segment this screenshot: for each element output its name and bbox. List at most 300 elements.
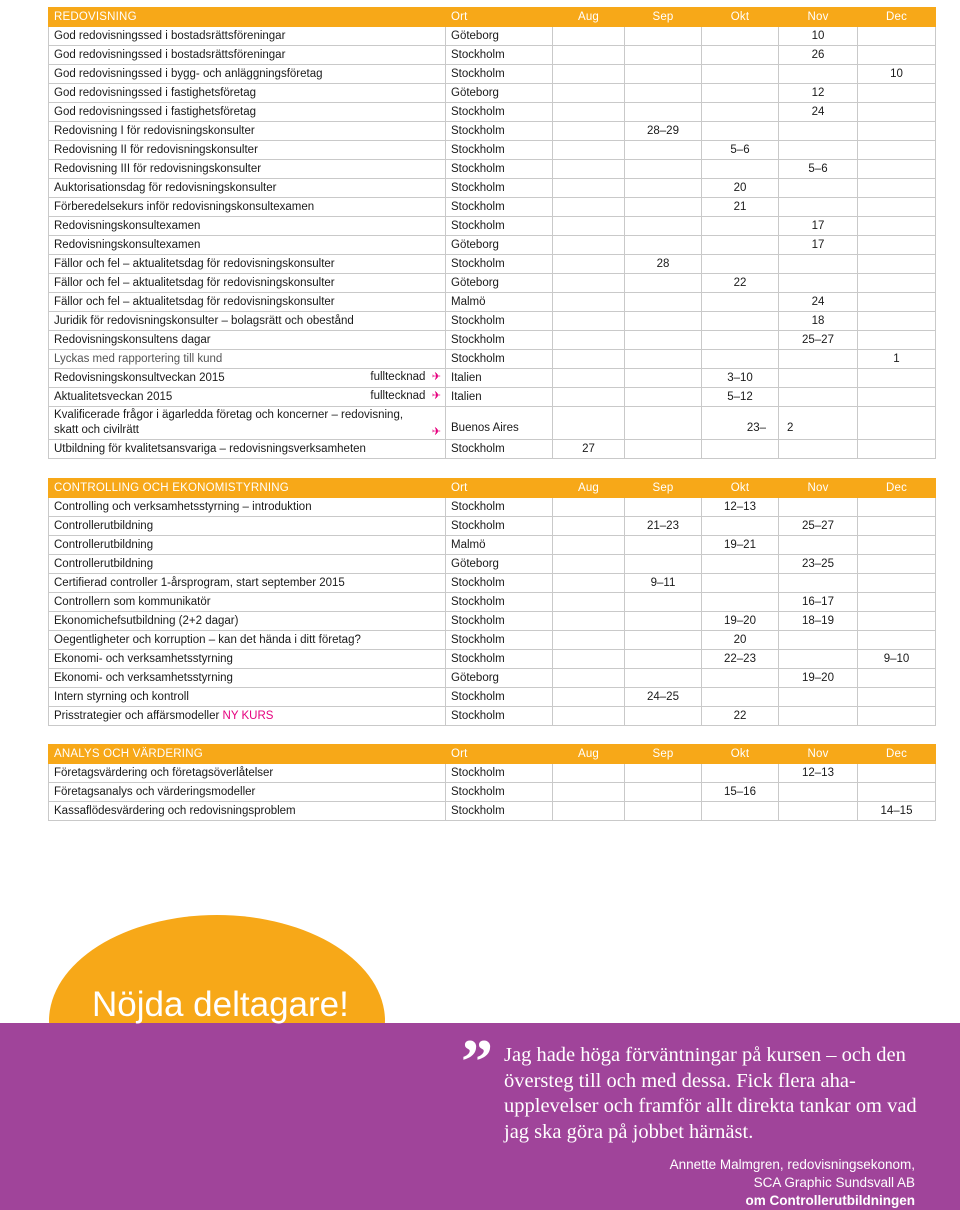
date-cell xyxy=(779,802,858,821)
date-cell: 12 xyxy=(779,84,858,103)
attribution-company: SCA Graphic Sundsvall AB xyxy=(753,1175,915,1190)
date-cell xyxy=(858,27,936,46)
location: Stockholm xyxy=(446,802,553,821)
date-cell xyxy=(625,536,702,555)
location: Stockholm xyxy=(446,688,553,707)
date-cell xyxy=(625,388,702,407)
course-name: Utbildning för kvalitetsansvariga – redovisningsverksamheten xyxy=(49,440,446,459)
date-cell xyxy=(625,783,702,802)
course-row xyxy=(49,669,936,688)
course-name: Fällor och fel – aktualitetsdag för redovisningskonsulter xyxy=(49,274,446,293)
course-name: Intern styrning och kontroll xyxy=(49,688,446,707)
date-cell: 18–19 xyxy=(779,612,858,631)
date-cell xyxy=(858,293,936,312)
date-cell: 28 xyxy=(625,255,702,274)
course-name: Fällor och fel – aktualitetsdag för redovisningskonsulter xyxy=(49,293,446,312)
date-cell: 25–27 xyxy=(779,331,858,350)
date-cell xyxy=(553,574,625,593)
status-fulltecknad: fulltecknad xyxy=(370,371,426,383)
date-cell: 22 xyxy=(702,274,779,293)
date-cell xyxy=(779,122,858,141)
location: Stockholm xyxy=(446,783,553,802)
date-end: 2 xyxy=(787,422,794,434)
date-cell: 28–29 xyxy=(625,122,702,141)
course-row xyxy=(49,802,936,821)
course-row xyxy=(49,103,936,122)
location: Stockholm xyxy=(446,574,553,593)
date-cell xyxy=(779,141,858,160)
location: Stockholm xyxy=(446,707,553,726)
date-cell xyxy=(702,312,779,331)
date-cell xyxy=(553,122,625,141)
course-row xyxy=(49,217,936,236)
date-cell xyxy=(625,612,702,631)
column-header-month: Okt xyxy=(702,479,779,498)
location: Stockholm xyxy=(446,631,553,650)
course-row xyxy=(49,293,936,312)
date-cell: 17 xyxy=(779,236,858,255)
location: Stockholm xyxy=(446,440,553,459)
date-cell xyxy=(702,103,779,122)
date-cell xyxy=(553,217,625,236)
date-cell: 14–15 xyxy=(858,802,936,821)
course-row xyxy=(49,783,936,802)
date-cell xyxy=(625,555,702,574)
location: Buenos Aires xyxy=(446,407,553,440)
date-cell xyxy=(858,198,936,217)
date-cell xyxy=(553,103,625,122)
date-cell xyxy=(553,236,625,255)
airplane-icon: ✈ xyxy=(431,390,441,402)
date-cell xyxy=(858,236,936,255)
date-cell xyxy=(553,46,625,65)
status-wrap xyxy=(370,388,441,405)
date-cell: 27 xyxy=(553,440,625,459)
course-cell xyxy=(49,388,446,407)
date-cell xyxy=(702,350,779,369)
date-cell xyxy=(858,707,936,726)
location: Göteborg xyxy=(446,84,553,103)
date-cell: 26 xyxy=(779,46,858,65)
date-cell xyxy=(553,312,625,331)
date-cell: 24 xyxy=(779,103,858,122)
date-cell xyxy=(858,498,936,517)
date-cell xyxy=(625,217,702,236)
course-row xyxy=(49,179,936,198)
course-cell xyxy=(49,707,446,726)
location: Göteborg xyxy=(446,669,553,688)
date-cell xyxy=(553,783,625,802)
new-course-badge: NY KURS xyxy=(222,709,274,722)
column-header-ort: Ort xyxy=(446,745,553,764)
date-cell xyxy=(625,46,702,65)
date-cell xyxy=(702,764,779,783)
date-cell xyxy=(553,536,625,555)
date-cell xyxy=(553,293,625,312)
date-cell xyxy=(702,65,779,84)
date-cell: 21–23 xyxy=(625,517,702,536)
course-name: Controllerutbildning xyxy=(49,517,446,536)
date-cell xyxy=(625,350,702,369)
date-cell xyxy=(553,669,625,688)
date-cell xyxy=(625,631,702,650)
status-wrap xyxy=(370,369,441,386)
date-cell xyxy=(625,764,702,783)
date-cell xyxy=(858,574,936,593)
course-name: Controllerutbildning xyxy=(49,536,446,555)
column-header-month: Aug xyxy=(553,8,625,27)
date-cell: 19–20 xyxy=(702,612,779,631)
date-cell: 10 xyxy=(858,65,936,84)
date-cell xyxy=(625,593,702,612)
date-cell xyxy=(553,84,625,103)
date-cell xyxy=(702,574,779,593)
date-cell xyxy=(858,440,936,459)
date-cell xyxy=(553,27,625,46)
testimonial-quote: Jag hade höga förväntningar på kursen – och den översteg till och med dessa. Fick flera aha-upplevelser och framför allt direkta tankar om vad jag ska göra på jobbet härnäst. xyxy=(504,1044,917,1143)
date-cell xyxy=(779,574,858,593)
course-row xyxy=(49,312,936,331)
date-cell xyxy=(858,369,936,388)
column-header-month: Dec xyxy=(858,745,936,764)
airplane-icon: ✈ xyxy=(431,426,441,438)
date-cell: 12–13 xyxy=(779,764,858,783)
course-name: Prisstrategier och affärsmodeller xyxy=(54,709,220,722)
date-cell: 3–10 xyxy=(702,369,779,388)
course-name: Ekonomi- och verksamhetsstyrning xyxy=(49,650,446,669)
column-header-month: Dec xyxy=(858,479,936,498)
column-header-month: Sep xyxy=(625,8,702,27)
column-header-month: Okt xyxy=(702,745,779,764)
date-cell xyxy=(553,631,625,650)
date-cell: 19–21 xyxy=(702,536,779,555)
course-row xyxy=(49,255,936,274)
course-name: Aktualitetsveckan 2015 xyxy=(54,390,173,403)
course-row xyxy=(49,331,936,350)
location: Stockholm xyxy=(446,593,553,612)
date-cell xyxy=(702,669,779,688)
course-name: Controllern som kommunikatör xyxy=(49,593,446,612)
date-cell xyxy=(858,312,936,331)
date-cell xyxy=(625,407,702,440)
date-cell xyxy=(702,84,779,103)
course-name: Kassaflödesvärdering och redovisningsproblem xyxy=(49,802,446,821)
course-name: Ekonomichefsutbildning (2+2 dagar) xyxy=(49,612,446,631)
date-cell xyxy=(779,369,858,388)
date-cell: 9–10 xyxy=(858,650,936,669)
section-title: CONTROLLING OCH EKONOMISTYRNING xyxy=(49,479,446,498)
date-cell xyxy=(858,141,936,160)
quote-mark-icon: ” xyxy=(461,1026,493,1097)
course-name: Företagsvärdering och företagsöverlåtelser xyxy=(49,764,446,783)
date-cell xyxy=(702,555,779,574)
date-cell xyxy=(702,517,779,536)
location: Göteborg xyxy=(446,555,553,574)
date-cell xyxy=(553,160,625,179)
date-cell xyxy=(702,293,779,312)
date-cell xyxy=(858,688,936,707)
date-cell xyxy=(858,783,936,802)
date-cell xyxy=(553,650,625,669)
date-cell xyxy=(553,802,625,821)
location: Stockholm xyxy=(446,350,553,369)
date-cell xyxy=(779,198,858,217)
date-cell xyxy=(779,536,858,555)
date-cell xyxy=(625,669,702,688)
date-cell xyxy=(553,593,625,612)
course-name-line: skatt och civilrätt xyxy=(54,424,139,436)
date-cell xyxy=(553,198,625,217)
course-name: Oegentligheter och korruption – kan det hända i ditt företag? xyxy=(49,631,446,650)
course-row xyxy=(49,84,936,103)
date-cell xyxy=(858,46,936,65)
location: Stockholm xyxy=(446,198,553,217)
attribution-name: Annette Malmgren, redovisningsekonom, xyxy=(669,1157,915,1172)
date-cell: 5–6 xyxy=(702,141,779,160)
location: Göteborg xyxy=(446,274,553,293)
date-cell xyxy=(858,612,936,631)
course-row xyxy=(49,407,936,440)
date-cell xyxy=(553,407,625,440)
date-cell xyxy=(779,440,858,459)
location: Stockholm xyxy=(446,103,553,122)
date-cell: 16–17 xyxy=(779,593,858,612)
course-row xyxy=(49,612,936,631)
status-fulltecknad: fulltecknad xyxy=(370,390,426,402)
date-cell xyxy=(858,84,936,103)
location: Stockholm xyxy=(446,312,553,331)
attribution-course: om Controllerutbildningen xyxy=(745,1193,915,1208)
column-header-month: Nov xyxy=(779,479,858,498)
date-cell xyxy=(553,141,625,160)
course-cell xyxy=(49,369,446,388)
date-cell xyxy=(702,217,779,236)
date-cell: 24 xyxy=(779,293,858,312)
course-name: Ekonomi- och verksamhetsstyrning xyxy=(49,669,446,688)
date-cell: 20 xyxy=(702,179,779,198)
date-cell xyxy=(625,312,702,331)
column-header-ort: Ort xyxy=(446,479,553,498)
column-header-month: Nov xyxy=(779,8,858,27)
date-cell xyxy=(779,783,858,802)
date-cell xyxy=(858,669,936,688)
date-cell xyxy=(625,498,702,517)
schedule-table xyxy=(48,7,936,459)
date-cell xyxy=(553,369,625,388)
column-header-month: Nov xyxy=(779,745,858,764)
date-cell xyxy=(779,350,858,369)
location: Stockholm xyxy=(446,46,553,65)
course-row xyxy=(49,274,936,293)
location: Stockholm xyxy=(446,650,553,669)
date-cell xyxy=(553,555,625,574)
location: Stockholm xyxy=(446,141,553,160)
course-name: Förberedelsekurs inför redovisningskonsultexamen xyxy=(49,198,446,217)
date-cell xyxy=(625,293,702,312)
date-cell xyxy=(779,407,858,440)
course-name: Redovisning I för redovisningskonsulter xyxy=(49,122,446,141)
date-cell xyxy=(702,802,779,821)
date-cell xyxy=(625,160,702,179)
date-cell xyxy=(702,236,779,255)
date-cell xyxy=(625,331,702,350)
location: Stockholm xyxy=(446,764,553,783)
date-cell xyxy=(553,388,625,407)
date-cell: 23–25 xyxy=(779,555,858,574)
airplane-icon: ✈ xyxy=(431,371,441,383)
date-cell: 5–6 xyxy=(779,160,858,179)
course-row xyxy=(49,574,936,593)
course-row xyxy=(49,350,936,369)
course-name: Redovisningskonsultens dagar xyxy=(49,331,446,350)
column-header-month: Sep xyxy=(625,479,702,498)
date-cell xyxy=(625,707,702,726)
course-row xyxy=(49,141,936,160)
date-cell xyxy=(625,198,702,217)
date-cell xyxy=(625,141,702,160)
date-cell xyxy=(553,707,625,726)
date-cell: 10 xyxy=(779,27,858,46)
date-cell xyxy=(553,498,625,517)
location: Stockholm xyxy=(446,160,553,179)
course-row xyxy=(49,536,936,555)
location: Stockholm xyxy=(446,217,553,236)
location: Stockholm xyxy=(446,612,553,631)
date-cell xyxy=(779,498,858,517)
course-cell xyxy=(49,407,446,440)
date-cell xyxy=(625,65,702,84)
column-header-month: Okt xyxy=(702,8,779,27)
date-cell xyxy=(779,65,858,84)
section-header xyxy=(49,745,936,764)
column-header-month: Dec xyxy=(858,8,936,27)
course-row xyxy=(49,27,936,46)
course-name: Redovisningskonsultexamen xyxy=(49,217,446,236)
location: Göteborg xyxy=(446,236,553,255)
course-row xyxy=(49,517,936,536)
course-name-line: Kvalificerade frågor i ägarledda företag och koncerner – redovisning, xyxy=(54,409,404,421)
date-cell xyxy=(858,517,936,536)
location: Italien xyxy=(446,388,553,407)
date-cell xyxy=(858,217,936,236)
date-cell: 5–12 xyxy=(702,388,779,407)
date-cell: 25–27 xyxy=(779,517,858,536)
location: Stockholm xyxy=(446,65,553,84)
course-row xyxy=(49,160,936,179)
date-cell xyxy=(858,555,936,574)
date-cell xyxy=(553,764,625,783)
course-row xyxy=(49,122,936,141)
date-cell xyxy=(858,179,936,198)
course-row xyxy=(49,593,936,612)
course-name: Redovisning III för redovisningskonsulter xyxy=(49,160,446,179)
date-cell xyxy=(625,369,702,388)
date-cell xyxy=(625,274,702,293)
date-cell xyxy=(779,179,858,198)
bubble-heading: Nöjda deltagare! xyxy=(92,985,349,1024)
date-cell: 21 xyxy=(702,198,779,217)
column-header-month: Sep xyxy=(625,745,702,764)
date-cell xyxy=(625,802,702,821)
course-row xyxy=(49,236,936,255)
date-cell xyxy=(858,255,936,274)
course-name: Certifierad controller 1-årsprogram, start september 2015 xyxy=(49,574,446,593)
course-row xyxy=(49,498,936,517)
date-cell xyxy=(779,650,858,669)
date-cell xyxy=(858,631,936,650)
date-cell xyxy=(702,46,779,65)
course-name: Controlling och verksamhetsstyrning – introduktion xyxy=(49,498,446,517)
course-name: Lyckas med rapportering till kund xyxy=(49,350,446,369)
course-name: God redovisningssed i fastighetsföretag xyxy=(49,103,446,122)
date-cell: 22–23 xyxy=(702,650,779,669)
date-cell xyxy=(553,179,625,198)
date-cell xyxy=(858,160,936,179)
course-name: Företagsanalys och värderingsmodeller xyxy=(49,783,446,802)
course-row xyxy=(49,631,936,650)
date-start: 23– xyxy=(746,422,766,434)
date-cell xyxy=(779,255,858,274)
course-name: Redovisningskonsultveckan 2015 xyxy=(54,371,225,384)
date-cell: 18 xyxy=(779,312,858,331)
date-cell xyxy=(553,65,625,84)
date-cell xyxy=(553,517,625,536)
course-name: Controllerutbildning xyxy=(49,555,446,574)
location: Italien xyxy=(446,369,553,388)
date-cell xyxy=(625,179,702,198)
date-cell xyxy=(858,388,936,407)
date-cell: 19–20 xyxy=(779,669,858,688)
date-cell xyxy=(779,688,858,707)
section-header xyxy=(49,479,936,498)
course-name: God redovisningssed i bygg- och anläggningsföretag xyxy=(49,65,446,84)
course-row xyxy=(49,65,936,84)
course-row xyxy=(49,707,936,726)
date-cell xyxy=(625,236,702,255)
date-cell xyxy=(553,350,625,369)
course-name: God redovisningssed i fastighetsföretag xyxy=(49,84,446,103)
date-cell xyxy=(858,122,936,141)
date-cell: 17 xyxy=(779,217,858,236)
date-cell xyxy=(702,331,779,350)
date-cell xyxy=(625,650,702,669)
date-cell xyxy=(779,388,858,407)
location: Malmö xyxy=(446,536,553,555)
course-row xyxy=(49,388,936,407)
date-cell xyxy=(858,331,936,350)
date-cell xyxy=(858,274,936,293)
course-name: Auktorisationsdag för redovisningskonsulter xyxy=(49,179,446,198)
date-cell xyxy=(858,536,936,555)
course-name: Redovisning II för redovisningskonsulter xyxy=(49,141,446,160)
date-cell xyxy=(858,407,936,440)
date-cell xyxy=(858,103,936,122)
date-cell xyxy=(779,631,858,650)
course-row xyxy=(49,440,936,459)
section-title: ANALYS OCH VÄRDERING xyxy=(49,745,446,764)
date-cell: 24–25 xyxy=(625,688,702,707)
date-cell: 1 xyxy=(858,350,936,369)
location: Stockholm xyxy=(446,498,553,517)
section-header xyxy=(49,8,936,27)
course-row xyxy=(49,555,936,574)
location: Stockholm xyxy=(446,331,553,350)
date-cell xyxy=(625,103,702,122)
date-cell xyxy=(553,688,625,707)
course-row xyxy=(49,198,936,217)
date-cell xyxy=(553,255,625,274)
date-cell: 22 xyxy=(702,707,779,726)
